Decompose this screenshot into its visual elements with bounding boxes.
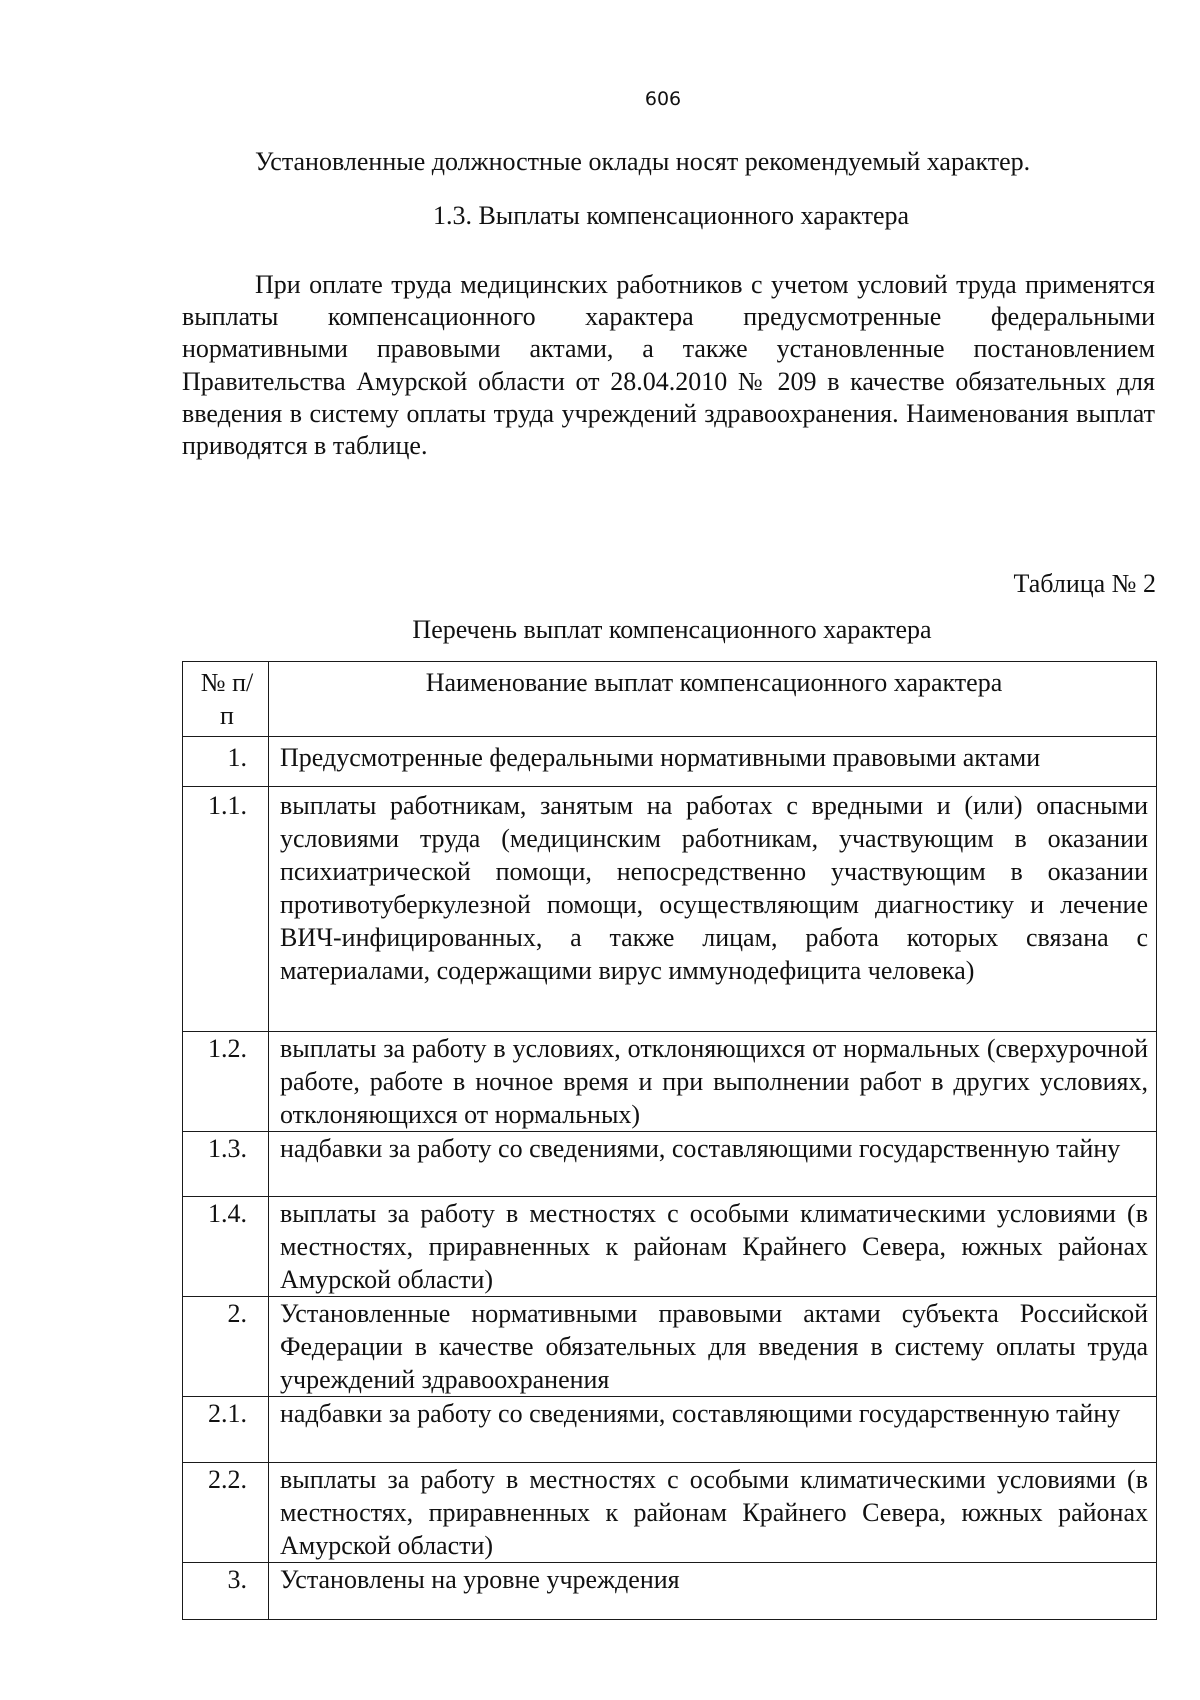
table-title: Перечень выплат компенсационного характера [412,615,932,644]
body-paragraph: При оплате труда медицинских работников с учетом условий труда применятся выплаты компенсационного характера предусмотренные федеральными нормативными правовыми актами, а также установленные постановлением Правительства Амурской области от 28.04.2010 № 209 в качестве обязательных для введения в систему оплаты труда учреждений здравоохранения. Наименования выплат приводятся в таблице. [182,270,1155,461]
row-name: надбавки за работу со сведениями, составляющими государственную тайну [269,1132,1157,1197]
row-name: Установленные нормативными правовыми актами субъекта Российской Федерации в качестве обязательных для введения в систему оплаты труда учреждений здравоохранения [269,1297,1157,1397]
section-heading: 1.3. Выплаты компенсационного характера [432,201,910,230]
page-number: 606 [644,88,682,110]
table-row [183,737,1157,787]
compensation-payments-table-container [182,661,1156,1620]
row-name: Предусмотренные федеральными нормативными правовыми актами [269,737,1157,787]
row-number: 1.4. [183,1197,269,1297]
row-number: 1.3. [183,1132,269,1197]
row-number: 1.1. [183,787,269,1032]
row-name: выплаты за работу в условиях, отклоняющихся от нормальных (сверхурочной работе, работе в ночное время и при выполнении работ в других условиях, отклоняющихся от нормальных) [269,1032,1157,1132]
row-number: 1. [183,737,269,787]
header-number: № п/п [183,662,269,737]
table-header-row [183,662,1157,737]
table-row [183,1563,1157,1620]
compensation-payments-table [182,661,1157,1620]
row-name: Установлены на уровне учреждения [269,1563,1157,1620]
table-row [183,787,1157,1032]
row-number: 3. [183,1563,269,1620]
table-row [183,1397,1157,1463]
table-row [183,1032,1157,1132]
row-number: 2.2. [183,1463,269,1563]
row-number: 2.1. [183,1397,269,1463]
intro-line: Установленные должностные оклады носят рекомендуемый характер. [255,147,1031,176]
table-row [183,1197,1157,1297]
table-number-label: Таблица № 2 [1013,569,1156,598]
header-name: Наименование выплат компенсационного характера [269,662,1157,737]
row-name: выплаты за работу в местностях с особыми климатическими условиями (в местностях, приравненных к районам Крайнего Севера, южных районах Амурской области) [269,1463,1157,1563]
table-row [183,1132,1157,1197]
row-name: выплаты работникам, занятым на работах с вредными и (или) опасными условиями труда (медицинским работникам, участвующим в оказании психиатрической помощи, непосредственно участвующим в оказании противотуберкулезной помощи, осуществляющим диагностику и лечение ВИЧ-инфицированных, а также лицам, работа которых связана с материалами, содержащими вирус иммунодефицита человека) [269,787,1157,1032]
table-row [183,1297,1157,1397]
row-number: 1.2. [183,1032,269,1132]
table-row [183,1463,1157,1563]
row-name: надбавки за работу со сведениями, составляющими государственную тайну [269,1397,1157,1463]
row-number: 2. [183,1297,269,1397]
row-name: выплаты за работу в местностях с особыми климатическими условиями (в местностях, приравненных к районам Крайнего Севера, южных районах Амурской области) [269,1197,1157,1297]
